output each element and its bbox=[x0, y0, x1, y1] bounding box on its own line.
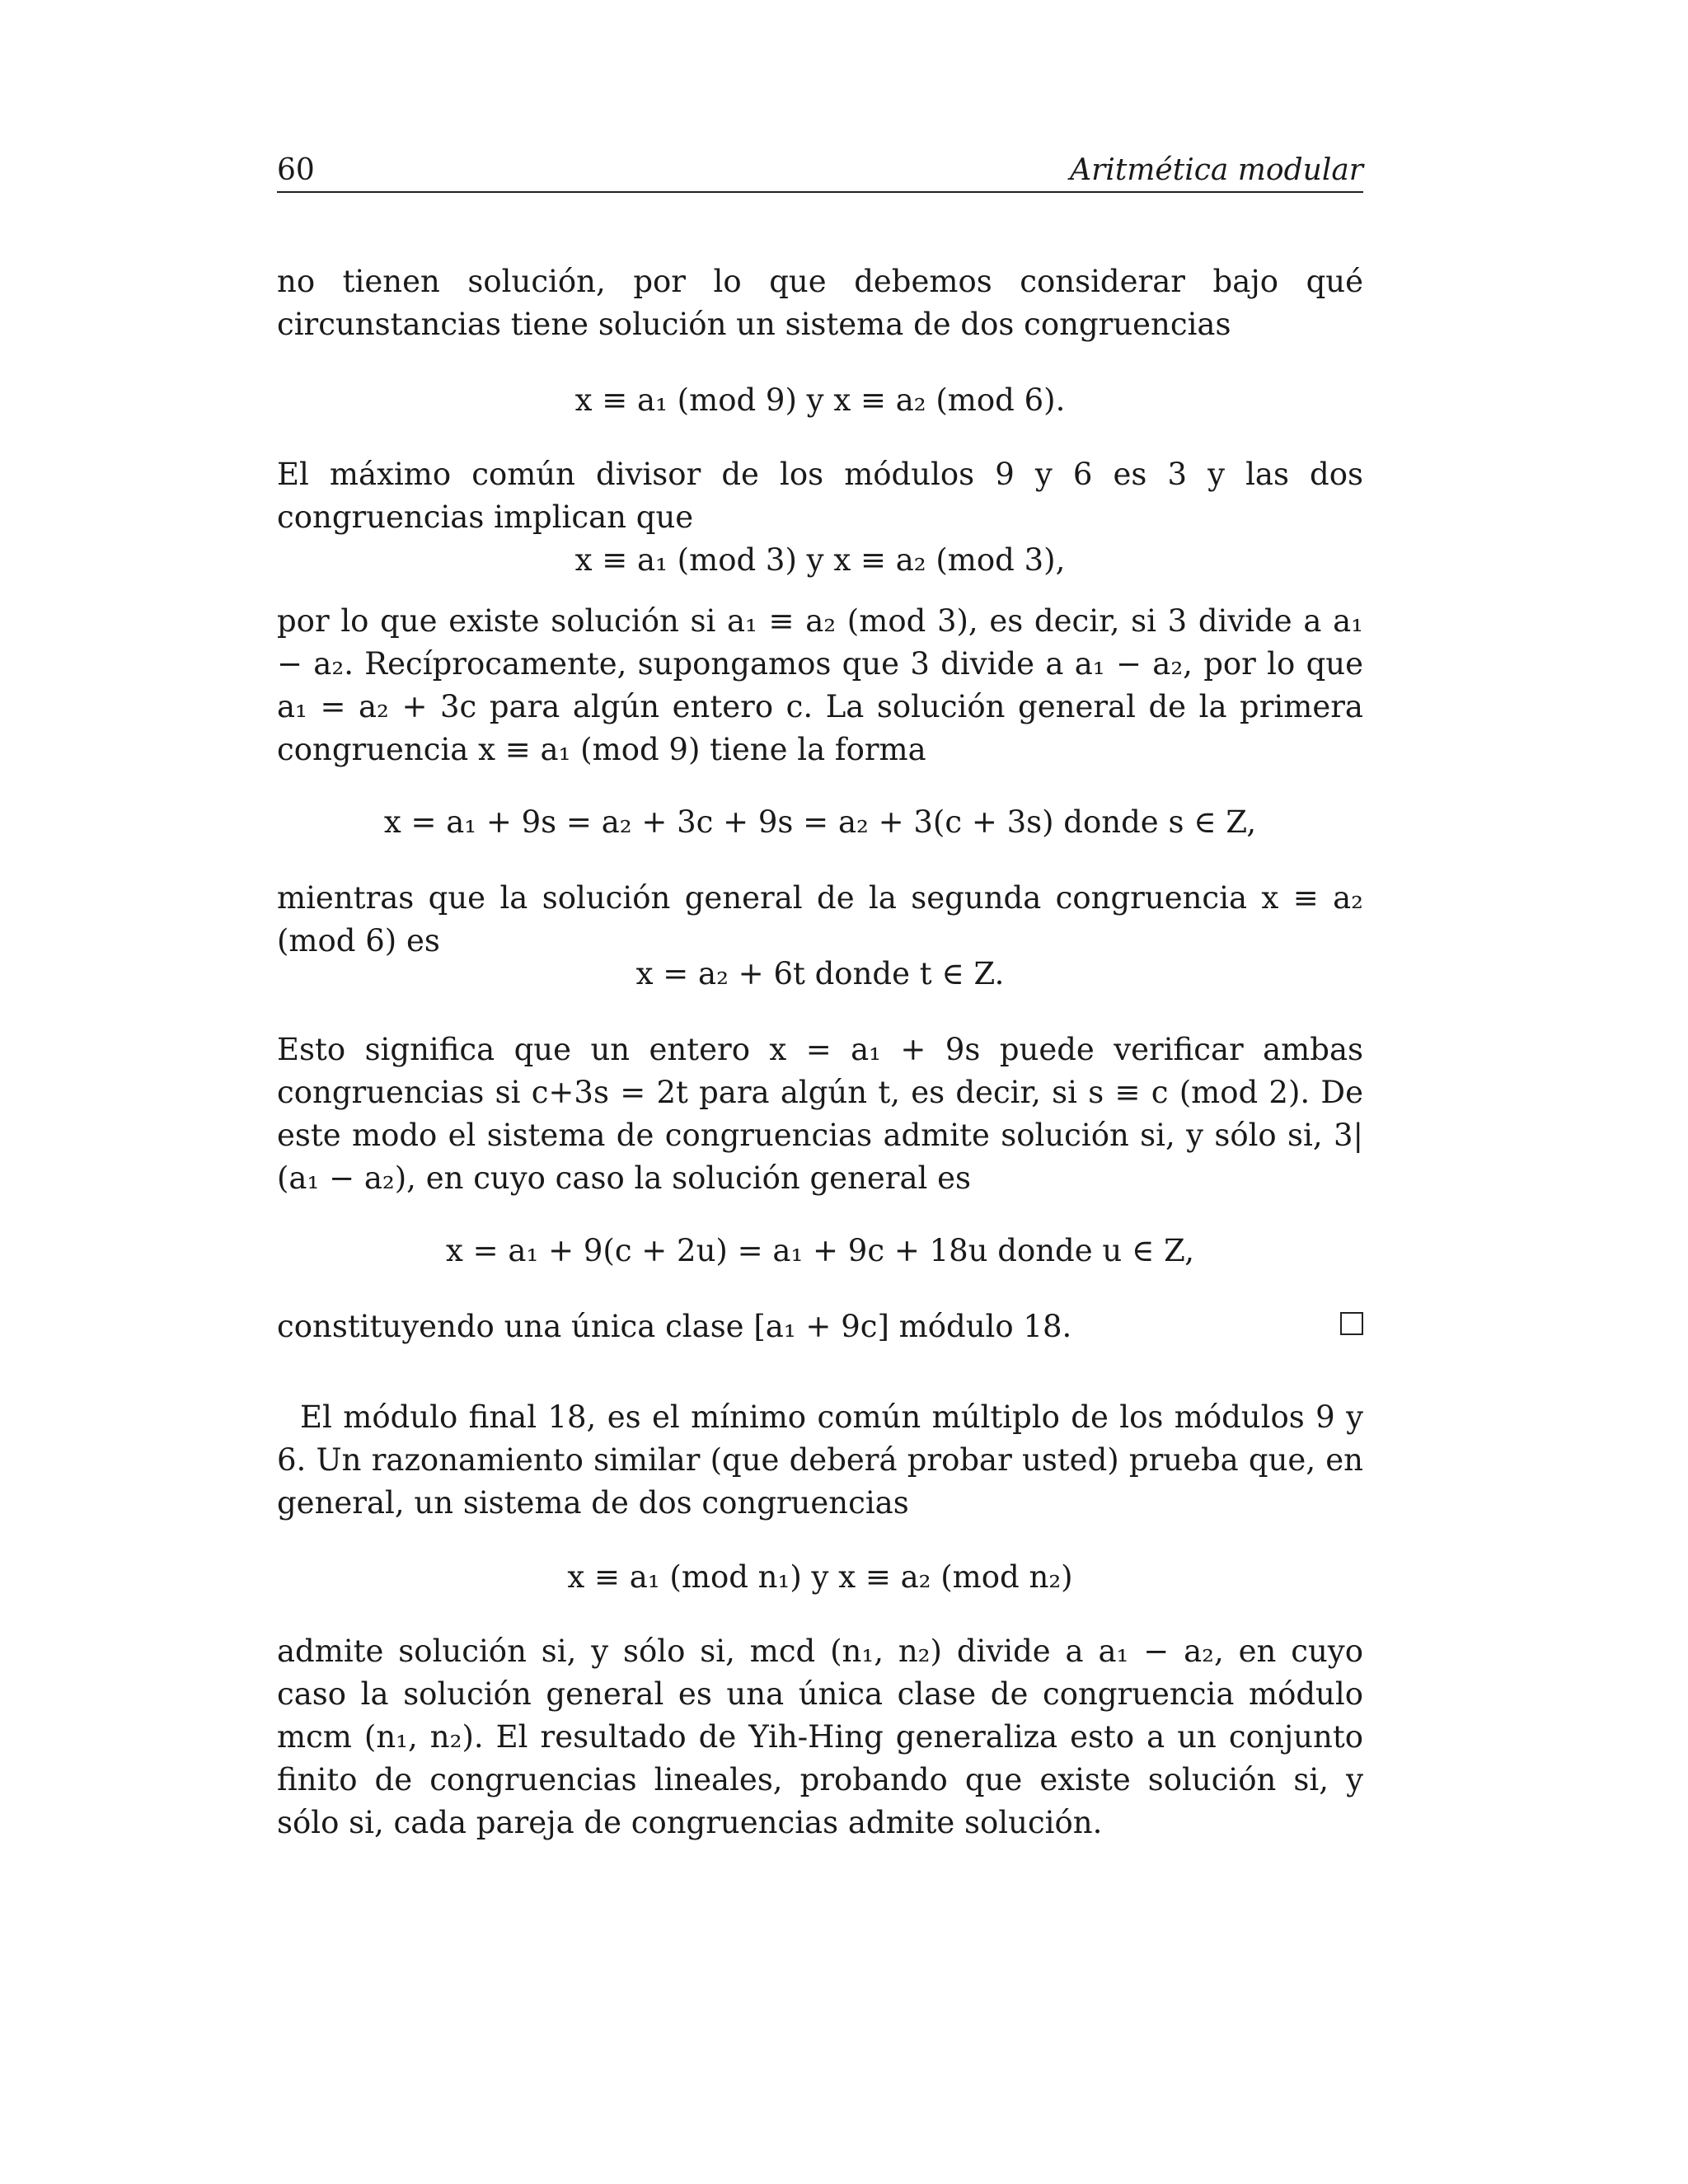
equation-general-solution-first: x = a₁ + 9s = a₂ + 3c + 9s = a₂ + 3(c + 3s) donde s ∈ Z, bbox=[383, 804, 1257, 840]
paragraph-unique-class: constituyendo una única clase [a₁ + 9c] módulo 18. bbox=[277, 1309, 1072, 1344]
running-header bbox=[277, 153, 1363, 193]
equation-system-general-moduli: x ≡ a₁ (mod n₁) y x ≡ a₂ (mod n₂) bbox=[567, 1559, 1073, 1595]
paragraph-lcm: El módulo final 18, es el mínimo común múltiplo de los módulos 9 y 6. Un razonamiento similar (que deberá probar usted) prueba que, en general, un sistema de dos congruencias bbox=[277, 1399, 1363, 1521]
equation-general-solution-system: x = a₁ + 9(c + 2u) = a₁ + 9c + 18u donde u ∈ Z, bbox=[446, 1233, 1194, 1268]
paragraph-second-congruence: mientras que la solución general de la segunda congruencia x ≡ a₂ (mod 6) es bbox=[277, 880, 1363, 958]
paragraph-gcd: El máximo común divisor de los módulos 9 y 6 es 3 y las dos congruencias implican que bbox=[277, 457, 1363, 535]
paragraph-both-congruences: Esto significa que un entero x = a₁ + 9s puede verificar ambas congruencias si c+3s = 2t para algún t, es decir, si s ≡ c (mod 2). De este modo el sistema de congruencias admite solución si, y sólo si, 3|(a₁ − a₂), en cuyo caso la solución general es bbox=[277, 1032, 1363, 1196]
equation-system-mod9-mod6: x ≡ a₁ (mod 9) y x ≡ a₂ (mod 6). bbox=[574, 382, 1066, 418]
equation-general-solution-second: x = a₂ + 6t donde t ∈ Z. bbox=[635, 956, 1005, 991]
equation-system-mod3: x ≡ a₁ (mod 3) y x ≡ a₂ (mod 3), bbox=[574, 542, 1066, 578]
page-number: 60 bbox=[277, 153, 315, 187]
paragraph-intro: no tienen solución, por lo que debemos considerar bajo qué circunstancias tiene solución un sistema de dos congruencias bbox=[277, 264, 1363, 342]
qed-box-icon bbox=[1340, 1312, 1363, 1335]
paragraph-yih-hing: admite solución si, y sólo si, mcd (n₁, n₂) divide a a₁ − a₂, en cuyo caso la solución general es una única clase de congruencia módulo mcm (n₁, n₂). El resultado de Yih-Hing generaliza esto a un conjunto finito de congruencias lineales, probando que existe solución si, y sólo si, cada pareja de congruencias admite solución. bbox=[277, 1633, 1363, 1840]
paragraph-existence: por lo que existe solución si a₁ ≡ a₂ (mod 3), es decir, si 3 divide a a₁ − a₂. Recíprocamente, supongamos que 3 divide a a₁ − a₂, por lo que a₁ = a₂ + 3c para algún entero c. La solución general de la primera congruencia x ≡ a₁ (mod 9) tiene la forma bbox=[277, 603, 1363, 767]
running-title: Aritmética modular bbox=[1070, 153, 1363, 187]
